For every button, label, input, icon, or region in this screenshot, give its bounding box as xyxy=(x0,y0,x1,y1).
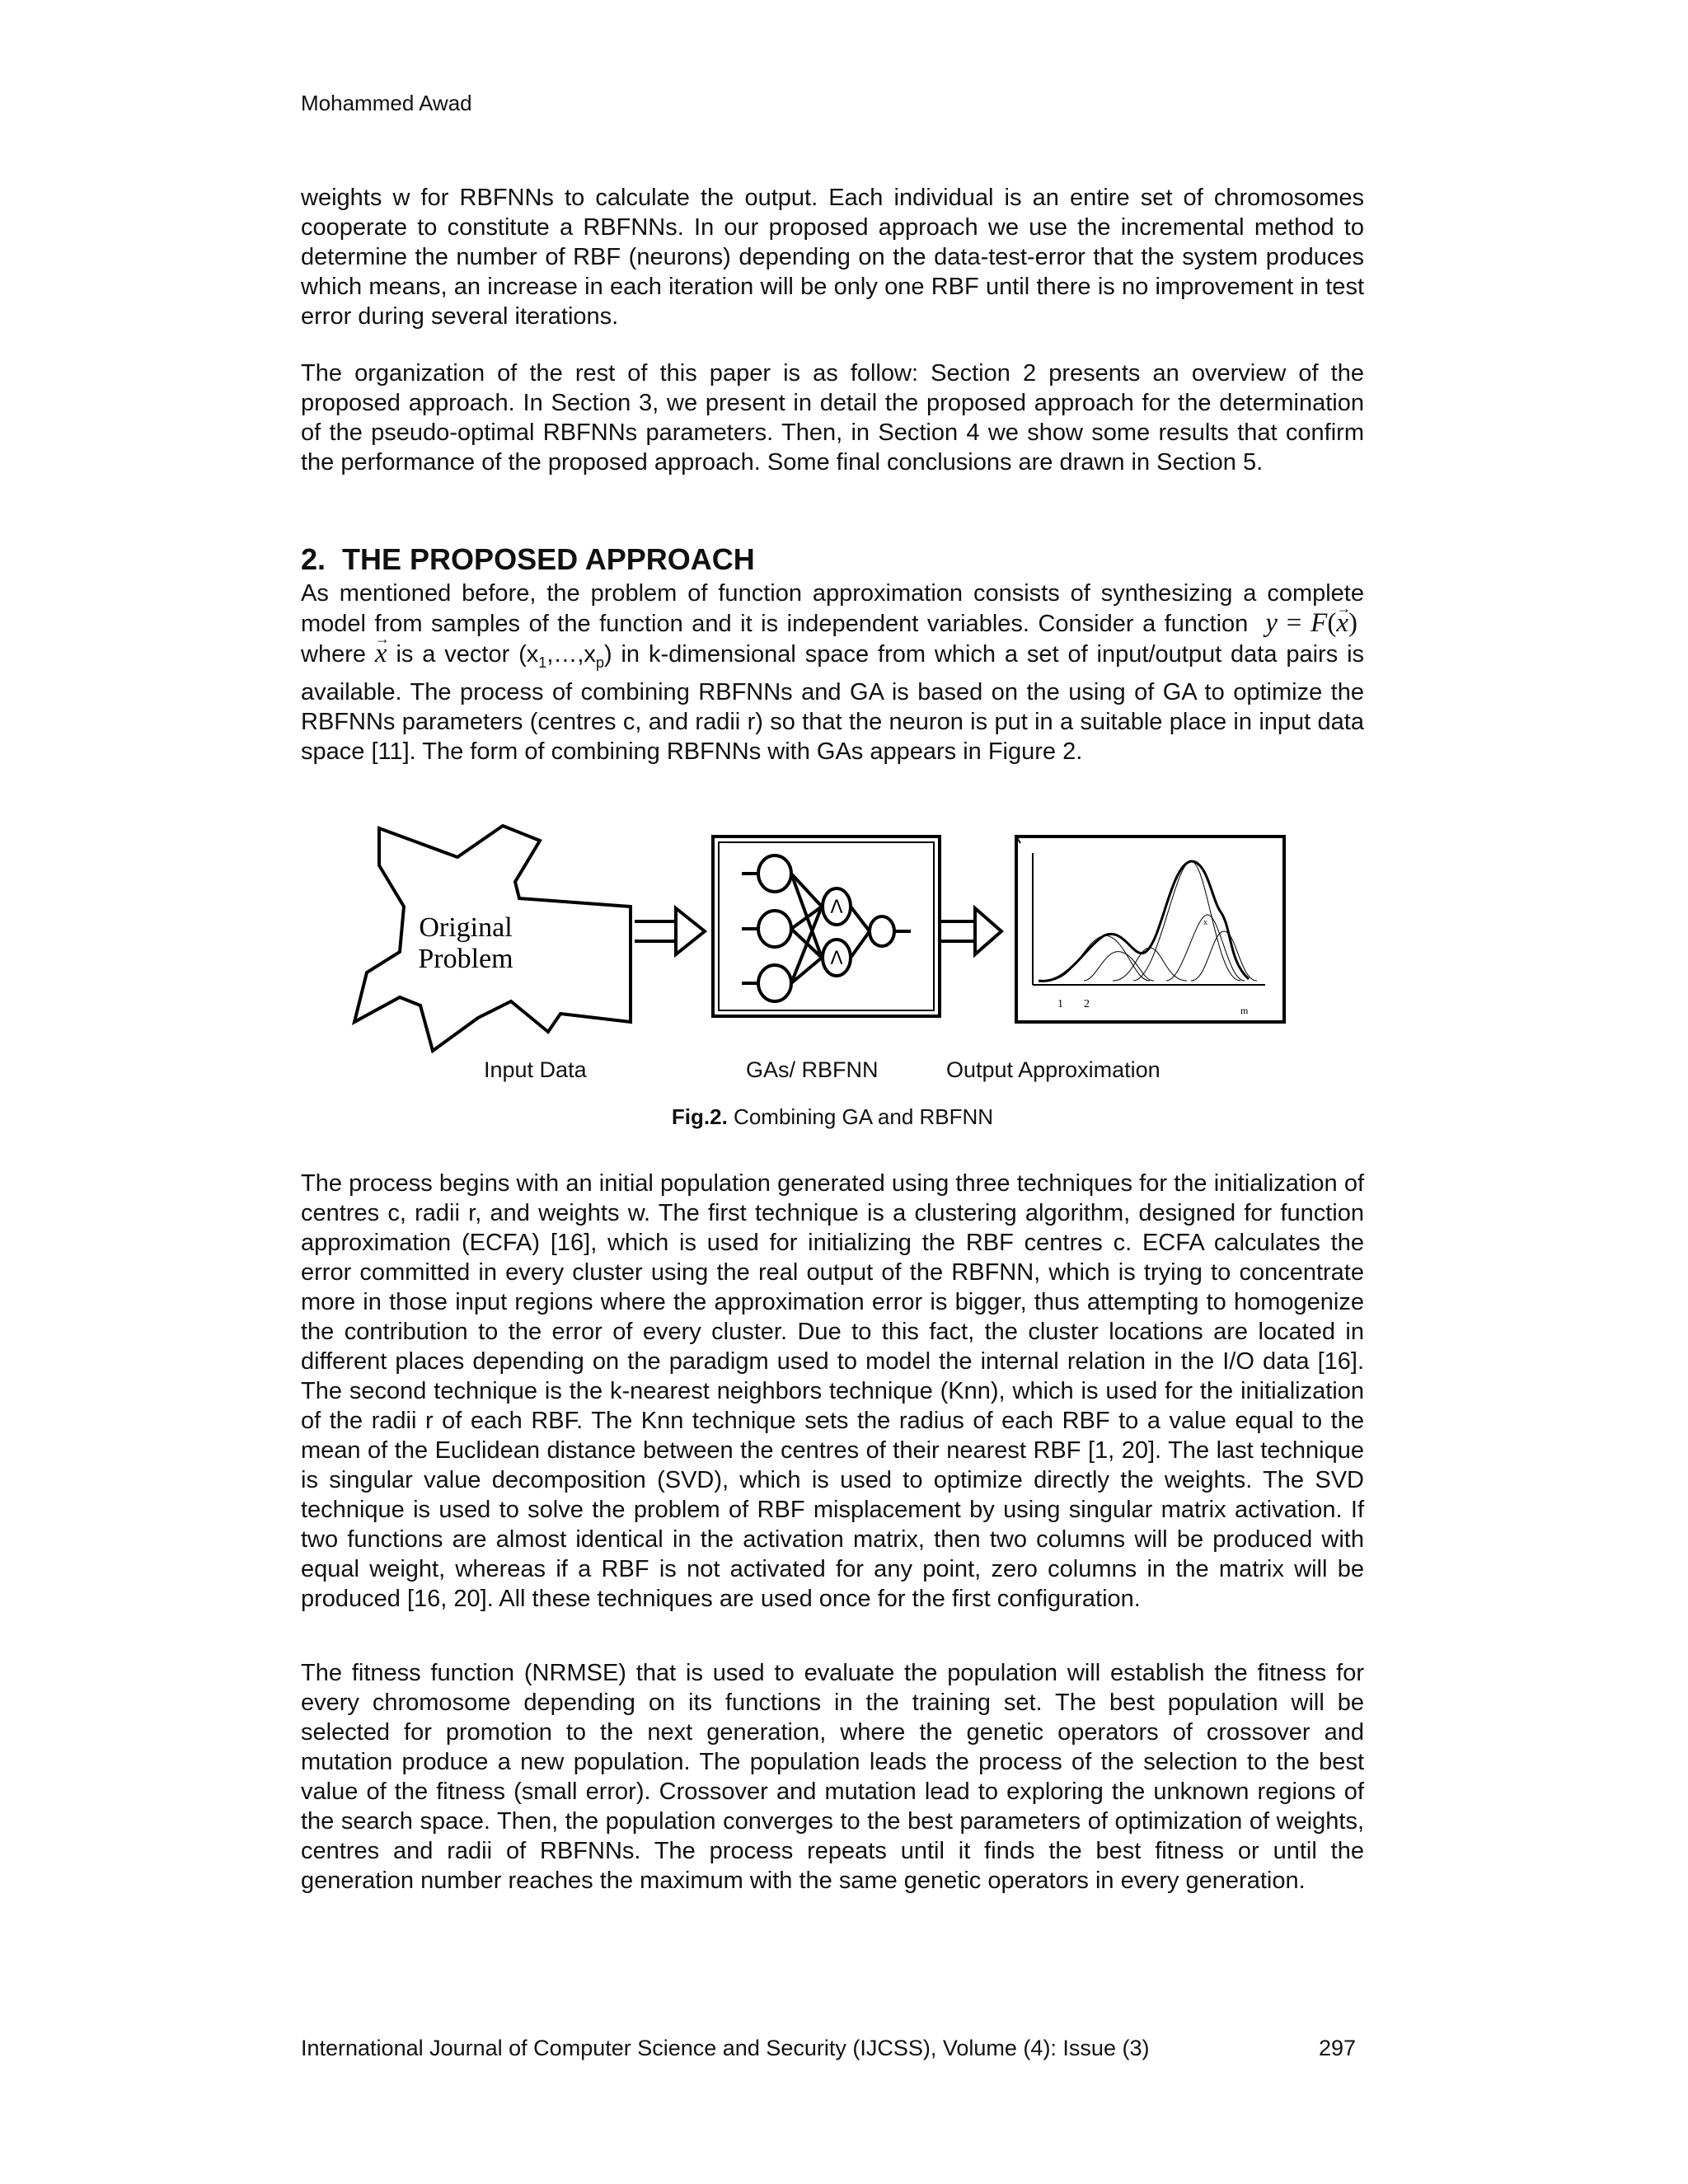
section-heading xyxy=(301,542,755,577)
figure-caption-text: Combining GA and RBFNN xyxy=(734,1104,994,1129)
page-footer xyxy=(301,2036,1364,2061)
paragraph-approach-text-a: As mentioned before, the problem of function approximation consists of synthesizing a complete model from samples of the function and it is independent variables. Consider a function xyxy=(301,580,1364,637)
figure-label-input: Input Data xyxy=(484,1057,587,1082)
arrow-to-network xyxy=(635,908,705,954)
output-tick-2: 2 xyxy=(1084,998,1090,1010)
footer-journal: International Journal of Computer Science and Security (IJCSS), Volume (4): Issue (3) xyxy=(301,2036,1150,2060)
output-box xyxy=(1016,837,1284,1022)
paragraph-organization: The organization of the rest of this paper is as follow: Section 2 presents an overview of the proposed approach. In Section 3, we present in detail the proposed approach for the determination of the pseudo-optimal RBFNNs parameters. Then, in Section 4 we show some results that confirm the performance of the proposed approach. Some final conclusions are drawn in Section 5. xyxy=(301,360,1364,476)
figure-combining-ga-rbfnn xyxy=(301,816,1364,1146)
original-problem-line1: Original xyxy=(419,912,513,943)
figure-label-output: Output Approximation xyxy=(946,1057,1160,1082)
arrow-to-output xyxy=(940,908,1001,954)
paragraph-fitness: The fitness function (NRMSE) that is used to evaluate the population will establish the fitness for every chromosome depending on its functions in the training set. The best population will be selected for promotion to the next generation, where the genetic operators of crossover and mutation produce a new population. The population leads the process of the selection to the best value of the fitness (small error). Crossover and mutation lead to exploring the unknown regions of the search space. Then, the population converges to the best parameters of optimization of weights, centres and radii of RBFNNs. The process repeats until it finds the best fitness or until the generation number reaches the maximum with the same genetic operators in every generation. xyxy=(301,1660,1364,1894)
equation: y = F(→ x) xyxy=(1265,608,1357,638)
paragraph-approach-text-e: ) in k-dimensional space from which a set of input/output data pairs is available. The process of combining RBFNNs and GA is based on the using of GA to optimize the RBFNNs parameters (centres c, and radii r) so that the neuron is put in a suitable place in input data space [11]. The form of combining RBFNNs with GAs appears in Figure 2. xyxy=(301,641,1365,765)
svg-text:Λ: Λ xyxy=(830,898,843,918)
running-header-author: Mohammed Awad xyxy=(301,91,472,115)
figure-label-ga: GAs/ RBFNN xyxy=(746,1057,879,1082)
output-tick-1: 1 xyxy=(1057,998,1063,1010)
svg-text:Λ: Λ xyxy=(830,949,843,969)
network-box xyxy=(713,837,940,1016)
paragraph-intro-continued: weights w for RBFNNs to calculate the output. Each individual is an entire set of chromosomes cooperate to constitute a RBFNNs. In our proposed approach we use the incremental method to determine the number of RBF (neurons) depending on the data-test-error that the system produces which means, an increase in each iteration will be only one RBF until there is no improvement in test error during several iterations. xyxy=(301,185,1364,330)
section-title: THE PROPOSED APPROACH xyxy=(342,542,755,576)
paragraph-initialization: The process begins with an initial population generated using three techniques for the initialization of centres c, radii r, and weights w. The first technique is a clustering algorithm, designed for function approximation (ECFA) [16], which is used for initializing the RBF centres c. ECFA calculates the error committed in every cluster using the real output of the RBFNN, which is trying to concentrate more in those input regions where the approximation error is bigger, thus attempting to homogenize the contribution to the error of every cluster. Due to this fact, the cluster locations are located in different places depending on the paradigm used to model the internal relation in the I/O data [16]. The second technique is the k-nearest neighbors technique (Knn), which is used for the initialization of the radii r of each RBF. The Knn technique sets the radius of each RBF to a value equal to the mean of the Euclidean distance between the centres of their nearest RBF [1, 20]. The last technique is singular value decomposition (SVD), which is used to optimize directly the weights. The SVD technique is used to solve the problem of RBF misplacement by using singular matrix activation. If two functions are almost identical in the activation matrix, then two columns will be produced with equal weight, whereas if a RBF is not activated for any point, zero columns in the matrix will be produced [16, 20]. All these techniques are used once for the first configuration. xyxy=(301,1170,1364,1612)
vector-x: → x xyxy=(375,639,387,668)
figure-caption xyxy=(301,1104,1364,1130)
original-problem-line2: Problem xyxy=(418,944,513,974)
page-number: 297 xyxy=(1318,2036,1356,2060)
paragraph-approach: As mentioned before, the problem of function approximation consists of synthesizing a complete model from samples of the function and it is independent variables. Consider a function y = F(→ x) where → x is a vector $(x_1,\dots,x_p)$ in k-dimensional space from which a set of input/output data pairs is available. The process of combining RBFNNs and GA is based on the using of GA to optimize the RBFNNs parameters (centres c, and radii r) so that the neuron is put in a suitable place in input data space [11]. The form of combining RBFNNs with GAs appears in Figure 2. xyxy=(301,579,1364,766)
figure-caption-number: Fig.2. xyxy=(671,1104,728,1129)
output-tick-m: m xyxy=(1240,1005,1249,1016)
paragraph-approach-text-b: where xyxy=(301,641,366,668)
section-number: 2. xyxy=(301,542,326,576)
svg-text:x: x xyxy=(1203,918,1207,927)
